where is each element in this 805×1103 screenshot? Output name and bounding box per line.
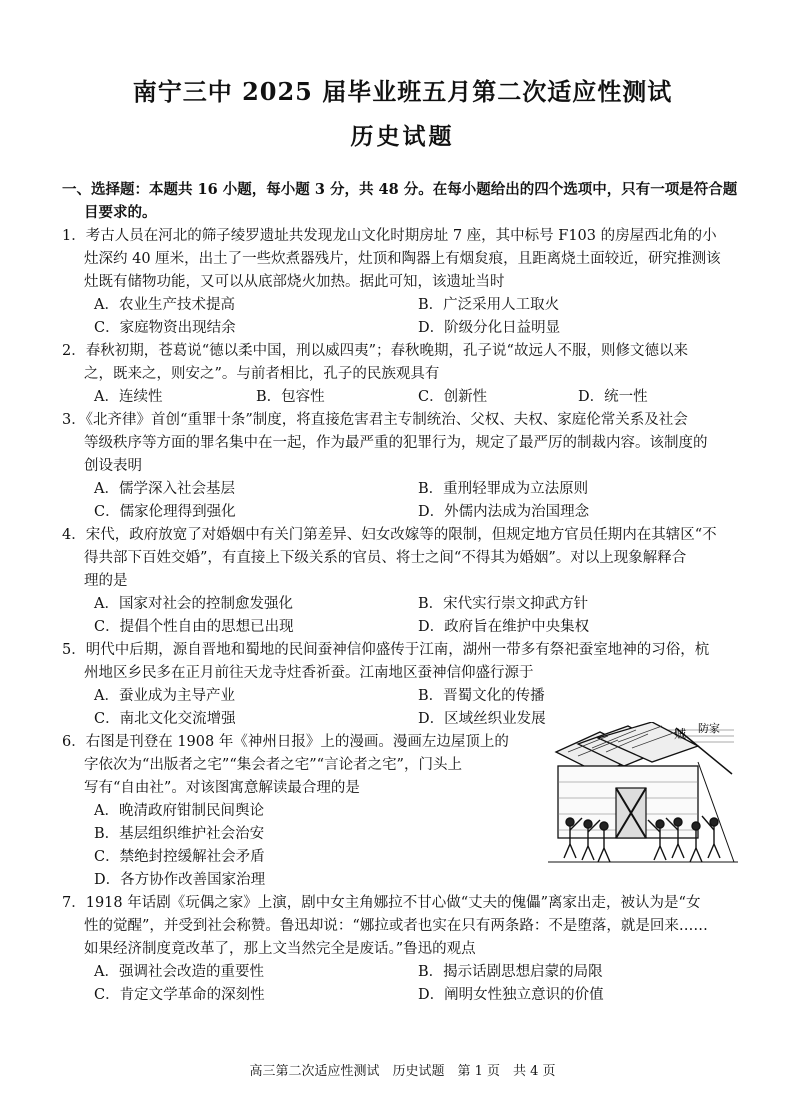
question-2-option-b: B．包容性 [256, 389, 325, 405]
section-instruction: 一、选择题：本题共 16 小题，每小题 3 分，共 48 分。在每小题给出的四个选项中，只有一项是符合题 [62, 181, 738, 198]
exam-subtitle: 历史试题 [350, 123, 455, 150]
question-5-line-1: 5．明代中后期，源自晋地和蜀地的民间蚕神信仰盛传于江南，湖州一带多有祭祀蚕室地神的习俗，杭 [62, 642, 710, 658]
question-4-option-c: C．提倡个性自由的思想已出现 [94, 619, 294, 635]
question-3-option-b: B．重刑轻罪成为立法原则 [418, 481, 589, 497]
question-3-line-2: 等级秩序等方面的罪名集中在一起，作为最严重的犯罪行为，规定了最严厉的制裁内容。该制度的 [84, 435, 708, 451]
question-2-line-1: 2．春秋初期，苍葛说“德以柔中国，刑以威四夷”；春秋晚期，孔子说“故远人不服，则修文德以来 [62, 343, 688, 359]
cartoon-sign-left: 贼 [674, 727, 687, 741]
question-5-option-c: C．南北文化交流增强 [94, 711, 236, 727]
question-7-line-3: 如果经济制度竟改革了，那上文当然完全是废话。”鲁迅的观点 [84, 941, 476, 957]
question-5-option-b: B．晋蜀文化的传播 [418, 688, 545, 704]
question-2-option-c: C．创新性 [418, 389, 488, 405]
page-footer: 高三第二次适应性测试 历史试题 第 1 页 共 4 页 [249, 1064, 556, 1079]
question-3-line-1: 3．《北齐律》首创“重罪十条”制度，将直接危害君主专制统治、父权、夫权、家庭伦常关系及社会 [62, 412, 688, 428]
question-6-option-a: A．晚清政府钳制民间舆论 [94, 803, 264, 819]
question-1-line-2: 灶深约 40 厘米，出土了一些炊煮器残片，灶顶和陶器上有烟炱痕，且距离烧土面较近，研究推测该 [84, 251, 721, 267]
question-1-option-b: B．广泛采用人工取火 [418, 297, 560, 313]
question-1-option-a: A．农业生产技术提高 [94, 297, 235, 313]
question-4-line-3: 理的是 [84, 573, 128, 589]
question-1-option-c: C．家庭物资出现结余 [94, 320, 236, 336]
exam-title: 南宁三中 2025 届毕业班五月第二次适应性测试 [132, 77, 673, 106]
question-4-option-d: D．政府旨在维护中央集权 [418, 619, 590, 635]
question-2-option-d: D．统一性 [578, 389, 648, 405]
question-7-option-a: A．强调社会改造的重要性 [94, 964, 264, 980]
question-1-line-3: 灶既有储物功能，又可以从底部烧火加热。据此可知，该遗址当时 [84, 274, 505, 290]
question-6-line-2: 字依次为“出版者之宅”“集会者之宅”“言论者之宅”，门头上 [84, 757, 462, 773]
cartoon-sign-right: 防家 [698, 722, 720, 735]
question-3-option-c: C．儒家伦理得到强化 [94, 504, 236, 520]
question-4-option-a: A．国家对社会的控制愈发强化 [94, 596, 293, 612]
cartoon-illustration [548, 722, 738, 868]
question-1-option-d: D．阶级分化日益明显 [418, 320, 561, 336]
section-instruction-cont: 目要求的。 [84, 204, 157, 221]
question-3-option-a: A．儒学深入社会基层 [94, 481, 235, 497]
question-7-line-2: 性的觉醒”，并受到社会称赞。鲁迅却说：“娜拉或者也实在只有两条路：不是堕落，就是回来…… [84, 918, 708, 934]
question-2-line-2: 之，既来之，则安之”。与前者相比，孔子的民族观具有 [84, 366, 440, 382]
question-6-option-d: D．各方协作改善国家治理 [94, 872, 266, 888]
question-3-line-3: 创设表明 [84, 458, 142, 474]
question-6-option-c: C．禁绝封控缓解社会矛盾 [94, 849, 265, 865]
question-7-line-1: 7．1918 年话剧《玩偶之家》上演，剧中女主角娜拉不甘心做“丈夫的傀儡”离家出走，被认为是“女 [62, 895, 701, 911]
question-3-option-d: D．外儒内法成为治国理念 [418, 504, 590, 520]
question-6-option-b: B．基层组织维护社会治安 [94, 826, 265, 842]
question-4-line-2: 得共部下百姓交婚”，有直接上下级关系的官员、将士之间“不得其为婚姻”。对以上现象解释合 [84, 550, 687, 566]
question-6-line-3: 写有“自由社”。对该图寓意解读最合理的是 [84, 780, 360, 796]
question-2-option-a: A．连续性 [94, 389, 163, 405]
question-6-line-1: 6．右图是刊登在 1908 年《神州日报》上的漫画。漫画左边屋顶上的 [62, 734, 509, 750]
question-5-option-d: D．区域丝织业发展 [418, 711, 546, 727]
question-7-option-b: B．揭示话剧思想启蒙的局限 [418, 964, 603, 980]
question-4-option-b: B．宋代实行崇文抑武方针 [418, 596, 589, 612]
question-1-line-1: 1．考古人员在河北的筛子绫罗遗址共发现龙山文化时期房址 7 座，其中标号 F103 的房屋西北角的小 [62, 228, 717, 244]
question-7-option-d: D．阐明女性独立意识的价值 [418, 987, 604, 1003]
question-5-line-2: 州地区乡民多在正月前往天龙寺炷香祈蚕。江南地区蚕神信仰盛行源于 [84, 665, 534, 681]
question-5-option-a: A．蚕业成为主导产业 [94, 688, 235, 704]
question-7-option-c: C．肯定文学革命的深刻性 [94, 987, 265, 1003]
question-4-line-1: 4．宋代，政府放宽了对婚姻中有关门第差异、妇女改嫁等的限制，但规定地方官员任期内在其辖区“不 [62, 527, 717, 543]
